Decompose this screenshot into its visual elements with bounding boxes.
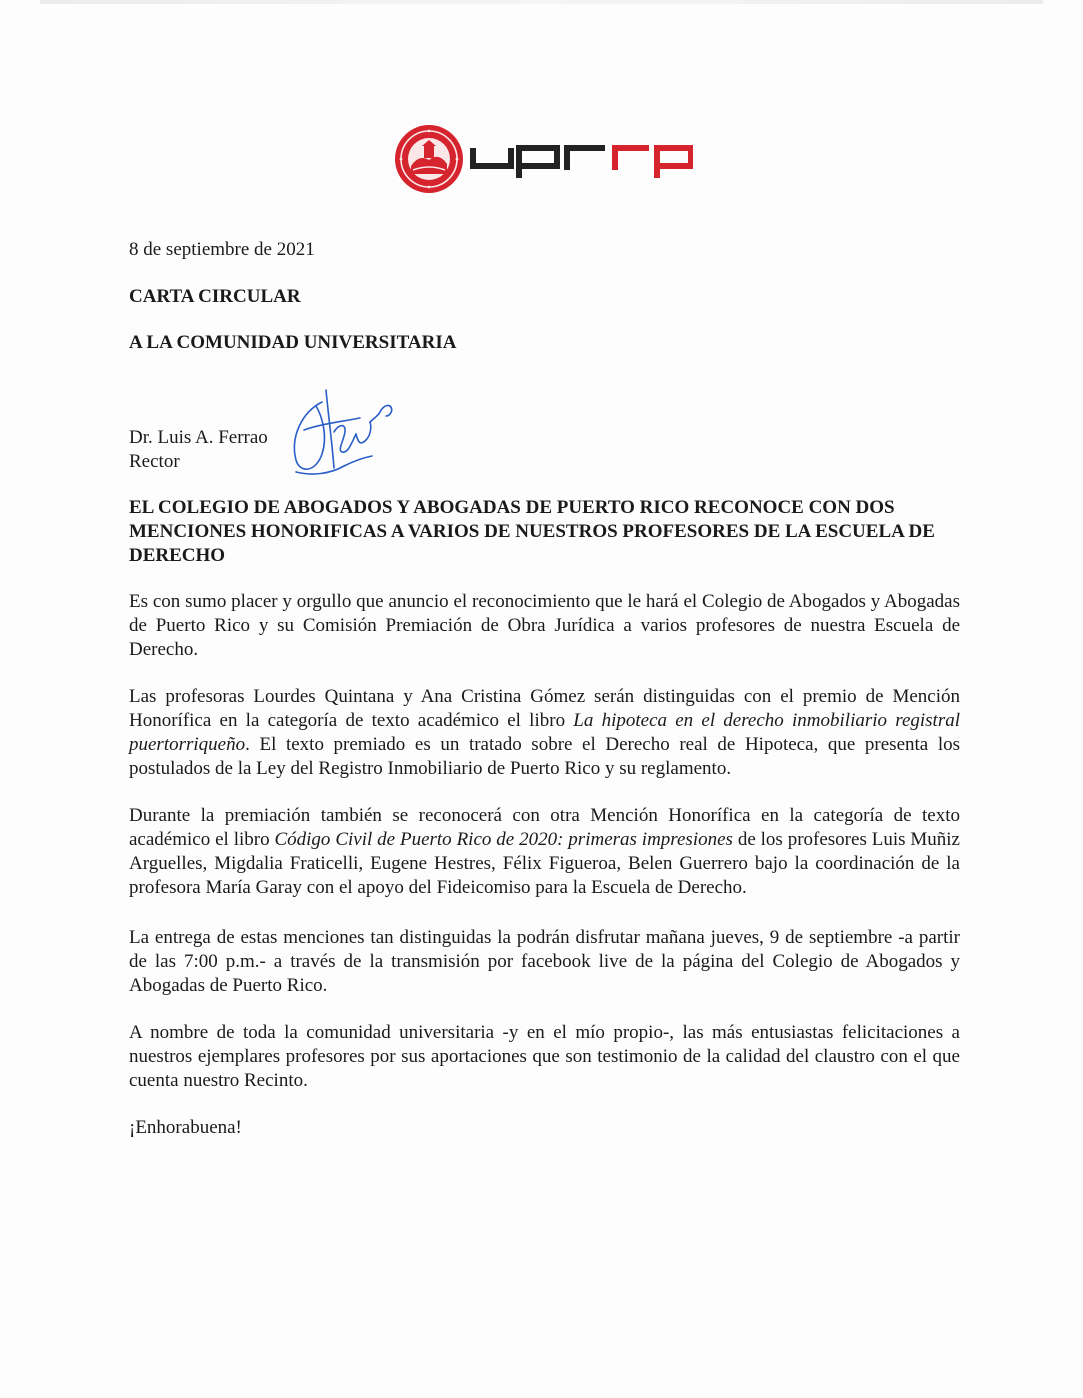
handwritten-signature (282, 382, 402, 482)
sender-name: Dr. Luis A. Ferrao (129, 427, 268, 448)
paragraph-2 (129, 685, 960, 781)
book-title-1: La hipoteca en el derecho inmobiliario registral puertorriqueño (129, 710, 960, 755)
sender-title: Rector (129, 451, 180, 472)
letter-closing: ¡Enhorabuena! (129, 1117, 242, 1138)
letter-audience: A LA COMUNIDAD UNIVERSITARIA (129, 332, 457, 353)
paragraph-2-text-b: . El texto premiado es un tratado sobre el Derecho real de Hipoteca, que presenta los postulados de la Ley del Registro Inmobiliario de Puerto Rico y su reglamento. (129, 734, 960, 779)
uprrp-wordmark (473, 148, 691, 178)
paragraph-5: A nombre de toda la comunidad universitaria -y en el mío propio-, las más entusiastas felicitaciones a nuestros ejemplares profesores por sus aportaciones que son testimonio de la calidad del claustro con el que cuenta nuestro Recinto. (129, 1022, 960, 1091)
scan-edge (40, 0, 1043, 4)
university-seal-icon (395, 125, 463, 193)
paragraph-3-text-a: Durante la premiación también se reconocerá con otra Mención Honorífica en la categoría de texto académico el libro (129, 805, 960, 850)
paragraph-2-text-a: Las profesoras Lourdes Quintana y Ana Cristina Gómez serán distinguidas con el premio de Mención Honorífica en la categoría de texto académico el libro (129, 686, 960, 731)
uprrp-logo (393, 122, 693, 196)
letter-type: CARTA CIRCULAR (129, 286, 301, 307)
paragraph-4: La entrega de estas menciones tan distinguidas la podrán disfrutar mañana jueves, 9 de septiembre -a partir de las 7:00 p.m.- a través de la transmisión por facebook live de la página del Colegio de Abogados y Abogadas de Puerto Rico. (129, 927, 960, 996)
book-title-2: Código Civil de Puerto Rico de 2020: primeras impresiones (274, 829, 733, 850)
letter-subject: EL COLEGIO DE ABOGADOS Y ABOGADAS DE PUERTO RICO RECONOCE CON DOS MENCIONES HONORIFICAS A VARIOS DE NUESTROS PROFESORES DE LA ESCUELA DE DERECHO (129, 497, 935, 566)
letter-date: 8 de septiembre de 2021 (129, 239, 315, 260)
paragraph-3 (129, 804, 960, 900)
paragraph-3-text-b: de los profesores Luis Muñiz Arguelles, Migdalia Fraticelli, Eugene Hestres, Félix Figueroa, Belen Guerrero bajo la coordinación de la profesora María Garay con el apoyo del Fideicomiso para la Escuela de Derecho. (129, 829, 960, 898)
paragraph-1: Es con sumo placer y orgullo que anuncio el reconocimiento que le hará el Colegio de Abogados y Abogadas de Puerto Rico y su Comisión Premiación de Obra Jurídica a varios profesores de nuestra Escuela de Derecho. (129, 591, 960, 660)
